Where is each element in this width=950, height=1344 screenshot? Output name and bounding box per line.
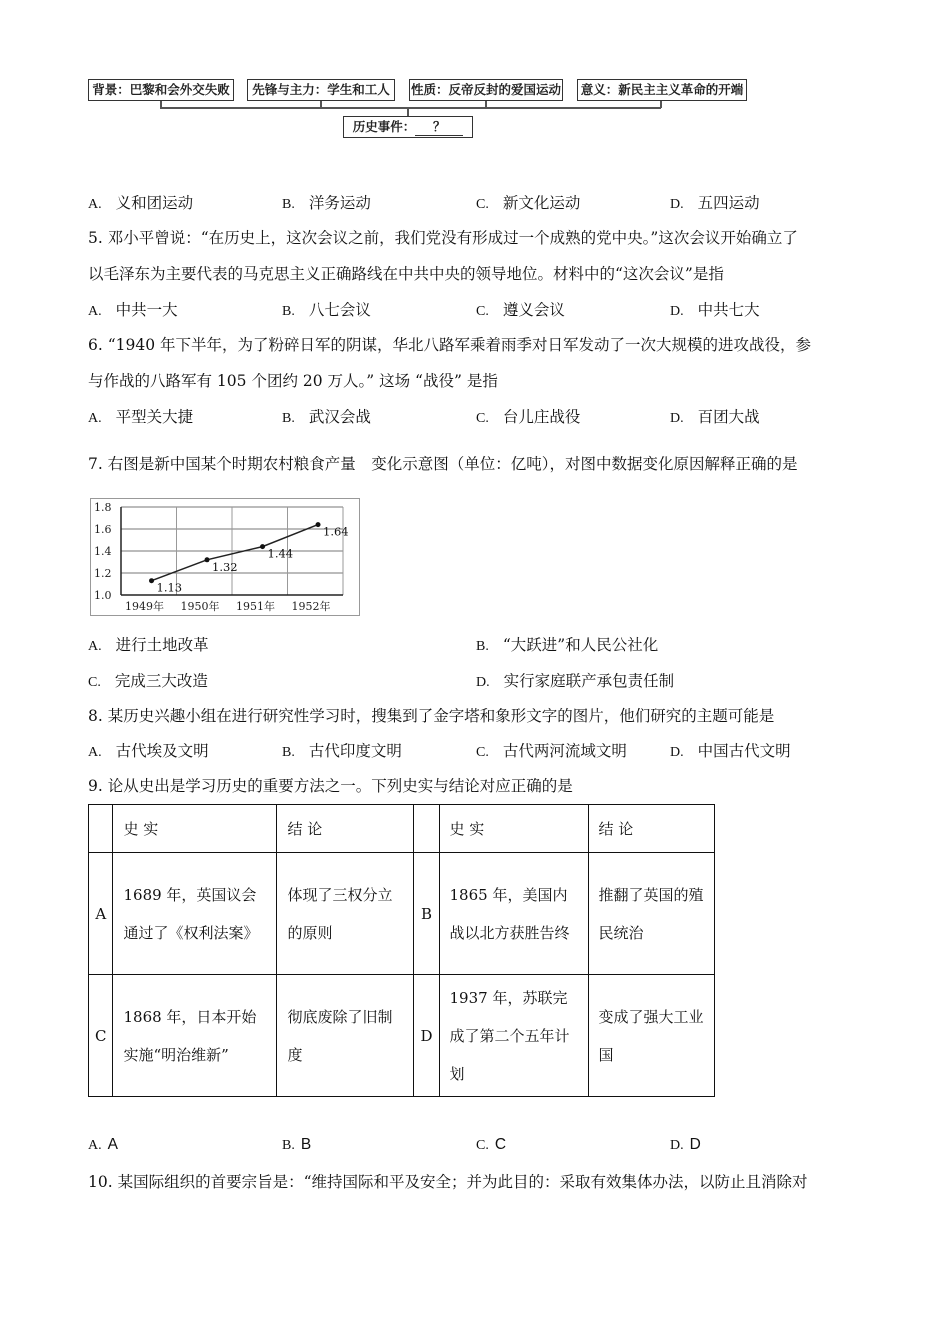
q6-option-a[interactable]: A. 平型关大捷 xyxy=(88,408,194,426)
q8-option-b[interactable]: B. 古代印度文明 xyxy=(282,742,402,760)
table-header-cell xyxy=(89,805,113,853)
table-cell: 1865 年，美国内战以北方获胜告终 xyxy=(439,853,588,975)
q8-stem-line1: 8. 某历史兴趣小组在进行研究性学习时，搜集到了金字塔和象形文字的图片，他们研究的主题可能是 xyxy=(88,707,775,725)
grain-output-chart-svg xyxy=(91,499,359,615)
chart-data-label: 1.13 xyxy=(156,580,183,595)
q10-stem-line1: 10. 某国际组织的首要宗旨是：“维持国际和平及安全；并为此目的：采取有效集体办法，以防止且消除对 xyxy=(88,1173,808,1191)
chart-x-tick-label: 1951年 xyxy=(236,600,275,613)
chart-point xyxy=(316,522,321,527)
q6-option-b[interactable]: B. 武汉会战 xyxy=(282,408,371,426)
table-cell: 变成了强大工业国 xyxy=(588,975,714,1097)
table-cell: 彻底废除了旧制度 xyxy=(277,975,414,1097)
q4-option-b[interactable]: B. 洋务运动 xyxy=(282,194,371,212)
chart-data-label: 1.44 xyxy=(267,546,294,561)
table-header-cell: 结 论 xyxy=(277,805,414,853)
chart-x-tick-label: 1949年 xyxy=(125,600,164,613)
chart-point xyxy=(149,578,154,583)
table-cell: D xyxy=(414,975,439,1097)
diagram-box-event: 历史事件： ？ xyxy=(343,116,473,138)
q4-option-c[interactable]: C. 新文化运动 xyxy=(476,194,581,212)
table-cell: 体现了三权分立的原则 xyxy=(277,853,414,975)
q7-option-d[interactable]: D. 实行家庭联产承包责任制 xyxy=(476,672,675,690)
chart-y-tick-label: 1.0 xyxy=(94,589,112,602)
chart-y-tick-label: 1.2 xyxy=(94,567,112,580)
q5-option-a[interactable]: A. 中共一大 xyxy=(88,301,178,319)
q5-option-c[interactable]: C. 遵义会议 xyxy=(476,301,565,319)
q5-stem-line2: 以毛泽东为主要代表的马克思主义正确路线在中共中央的领导地位。材料中的“这次会议”是指 xyxy=(88,265,724,283)
table-header-cell: 史 实 xyxy=(439,805,588,853)
chart-data-label: 1.64 xyxy=(323,524,349,539)
q7-option-a[interactable]: A. 进行土地改革 xyxy=(88,636,209,654)
chart-x-tick-label: 1952年 xyxy=(291,600,331,613)
q6-option-c[interactable]: C. 台儿庄战役 xyxy=(476,408,581,426)
table-cell: 1937 年，苏联完成了第二个五年计划 xyxy=(439,975,588,1097)
q7-stem-line1: 7. 右图是新中国某个时期农村粮食产量 变化示意图（单位：亿吨），对图中数据变化原因解释正确的是 xyxy=(88,455,798,473)
table-header-cell: 结 论 xyxy=(588,805,714,853)
table-cell: B xyxy=(414,853,439,975)
q6-stem-line1: 6. “1940 年下半年，为了粉碎日军的阴谋，华北八路军乘着雨季对日军发动了一次大规模的进攻战役，参 xyxy=(88,336,812,354)
q6-option-d[interactable]: D. 百团大战 xyxy=(670,408,760,426)
q8-option-c[interactable]: C. 古代两河流域文明 xyxy=(476,742,627,760)
chart-data-label: 1.32 xyxy=(212,559,238,574)
table-header-cell: 史 实 xyxy=(113,805,277,853)
diagram-box-significance: 意义：新民主主义革命的开端 xyxy=(577,79,747,101)
diagram-box-vanguard: 先锋与主力：学生和工人 xyxy=(247,79,395,101)
q6-stem-line2: 与作战的八路军有 105 个团约 20 万人。” 这场 “战役” 是指 xyxy=(88,372,498,390)
q9-option-a[interactable]: A. A xyxy=(88,1136,118,1153)
table-header-cell xyxy=(414,805,439,853)
table-cell: 1868 年，日本开始实施“明治维新” xyxy=(113,975,277,1097)
q4-option-d[interactable]: D. 五四运动 xyxy=(670,194,760,212)
table-cell: 推翻了英国的殖民统治 xyxy=(588,853,714,975)
chart-point xyxy=(205,557,210,562)
chart-y-tick-label: 1.8 xyxy=(94,501,112,514)
chart-y-tick-label: 1.6 xyxy=(94,523,112,536)
table-cell: A xyxy=(89,853,113,975)
q7-option-b[interactable]: B. “大跃进”和人民公社化 xyxy=(476,636,659,654)
table-header-row xyxy=(89,805,715,853)
diagram-box-background: 背景：巴黎和会外交失败 xyxy=(88,79,234,101)
diagram-box-nature: 性质：反帝反封的爱国运动 xyxy=(409,79,563,101)
q7-option-c[interactable]: C. 完成三大改造 xyxy=(88,672,208,690)
q8-option-a[interactable]: A. 古代埃及文明 xyxy=(88,742,209,760)
q9-option-d[interactable]: D. D xyxy=(670,1136,701,1153)
q9-stem-line1: 9. 论从史出是学习历史的重要方法之一。下列史实与结论对应正确的是 xyxy=(88,777,573,795)
table-row xyxy=(89,975,715,1097)
chart-y-tick-label: 1.4 xyxy=(94,545,112,558)
table-row xyxy=(89,853,715,975)
chart-x-tick-label: 1950年 xyxy=(180,600,220,613)
q5-option-d[interactable]: D. 中共七大 xyxy=(670,301,760,319)
q9-option-b[interactable]: B. B xyxy=(282,1136,312,1153)
q8-option-d[interactable]: D. 中国古代文明 xyxy=(670,742,791,760)
q9-option-c[interactable]: C. C xyxy=(476,1136,507,1153)
chart-point xyxy=(260,544,265,549)
history-facts-table xyxy=(88,804,715,1097)
q5-option-b[interactable]: B. 八七会议 xyxy=(282,301,371,319)
q5-stem-line1: 5. 邓小平曾说：“在历史上，这次会议之前，我们党没有形成过一个成熟的党中央。”这次会议开始确立了 xyxy=(88,229,798,247)
table-cell: C xyxy=(89,975,113,1097)
table-cell: 1689 年，英国议会通过了《权利法案》 xyxy=(113,853,277,975)
grain-output-chart xyxy=(90,498,360,616)
q4-option-a[interactable]: A. 义和团运动 xyxy=(88,194,194,212)
